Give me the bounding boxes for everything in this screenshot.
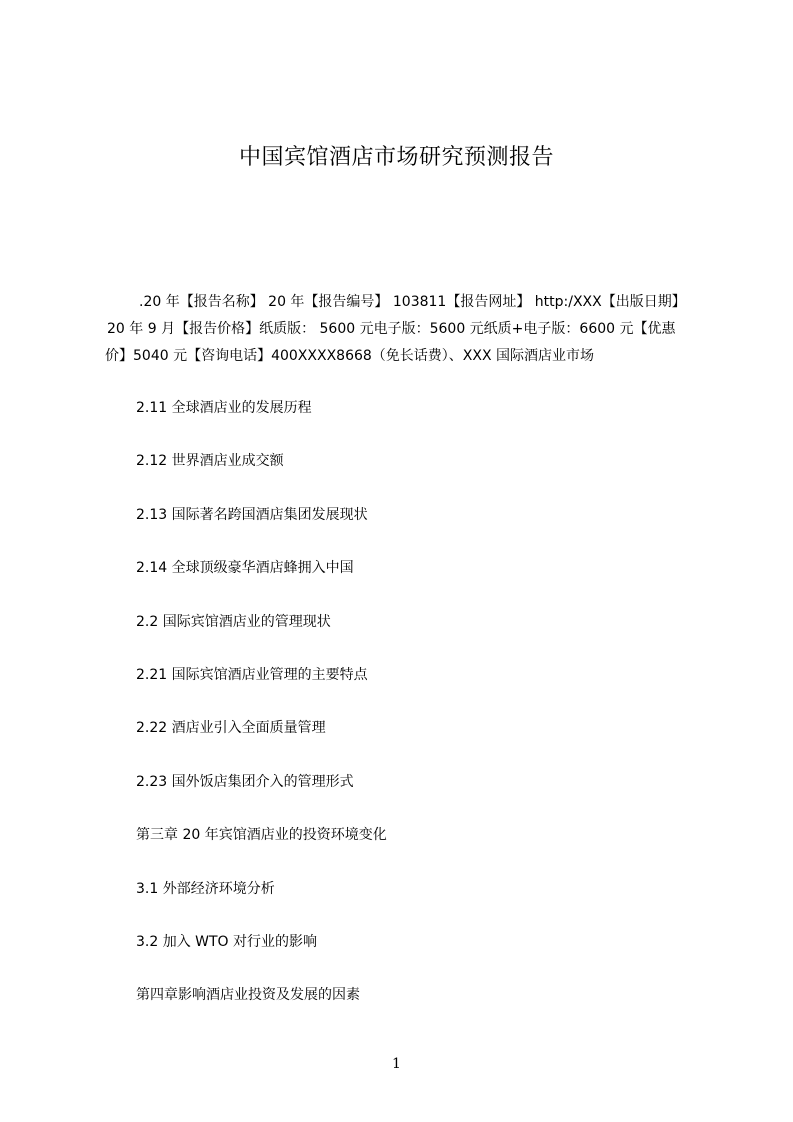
intro-line-3: 价】5040 元【咨询电话】400XXXX8668（免长话费）、XXX 国际酒店业市场 xyxy=(105,348,595,364)
intro-line-2: 20 年 9 月【报告价格】纸质版： 5600 元电子版：5600 元纸质+电子版：6600 元【优惠 xyxy=(107,321,676,337)
intro-line-1: .20 年【报告名称】 20 年【报告编号】 103811【报告网址】 http:/XXX【出版日期】 xyxy=(139,294,686,310)
table-of-contents xyxy=(136,397,736,1038)
toc-item: 第四章影响酒店业投资及发展的因素 xyxy=(136,987,360,1004)
toc-item: 2.2 国际宾馆酒店业的管理现状 xyxy=(136,613,331,630)
toc-item: 3.1 外部经济环境分析 xyxy=(136,880,275,897)
toc-item: 2.13 国际著名跨国酒店集团发展现状 xyxy=(136,506,368,523)
page-number: 1 xyxy=(392,1056,401,1072)
toc-item: 2.21 国际宾馆酒店业管理的主要特点 xyxy=(136,666,368,683)
toc-item: 2.23 国外饭店集团介入的管理形式 xyxy=(136,773,354,790)
toc-item: 2.12 世界酒店业成交额 xyxy=(136,453,284,470)
toc-item: 2.22 酒店业引入全面质量管理 xyxy=(136,720,326,737)
report-intro xyxy=(105,289,698,370)
toc-item: 2.14 全球顶级豪华酒店蜂拥入中国 xyxy=(136,560,354,577)
toc-item: 2.11 全球酒店业的发展历程 xyxy=(136,400,312,416)
page-title: 中国宾馆酒店市场研究预测报告 xyxy=(238,145,554,170)
toc-item: 3.2 加入 WTO 对行业的影响 xyxy=(136,933,318,950)
toc-item: 第三章 20 年宾馆酒店业的投资环境变化 xyxy=(136,827,387,844)
